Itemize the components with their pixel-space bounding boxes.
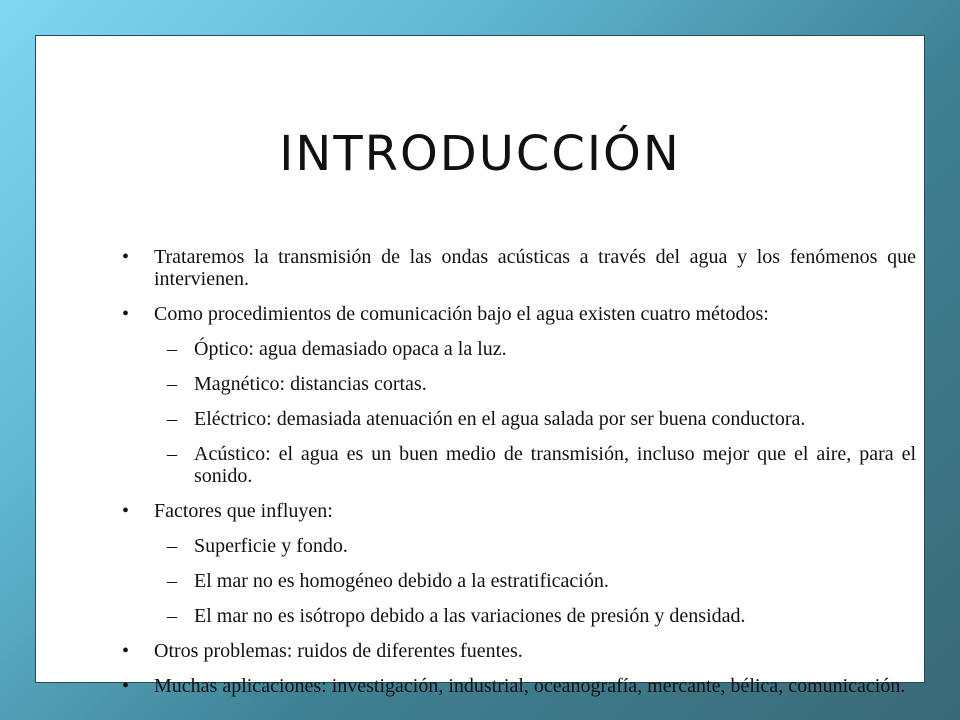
sub-item [118,373,916,395]
bullet-marker: • [122,303,130,325]
sub-item [118,443,916,487]
sub-item-text: El mar no es homogéneo debido a la estratificación. [194,570,609,592]
bullet-marker: • [122,675,130,697]
bullet-marker: • [122,640,130,662]
bullet-text: Trataremos la transmisión de las ondas acústicas a través del agua y los fenómenos que intervienen. [154,246,916,290]
dash-marker: – [167,338,177,360]
sub-item [118,338,916,360]
bullet-marker: • [122,246,130,268]
bullet-item [118,246,916,290]
bullet-text: Otros problemas: ruidos de diferentes fuentes. [154,640,523,662]
sub-item [118,570,916,592]
dash-marker: – [167,373,177,395]
bullet-item [118,500,916,522]
bullet-text: Como procedimientos de comunicación bajo el agua existen cuatro métodos: [154,303,769,325]
sub-item-text: Magnético: distancias cortas. [194,373,427,395]
slide-title: INTRODUCCIÓN [279,126,681,182]
sub-item [118,535,916,557]
bullet-item [118,675,916,697]
dash-marker: – [167,605,177,627]
dash-marker: – [167,443,177,465]
bullet-text: Muchas aplicaciones: investigación, industrial, oceanografía, mercante, bélica, comunicación. [154,675,906,697]
bullet-marker: • [122,500,130,522]
sub-item [118,605,916,627]
dash-marker: – [167,535,177,557]
bullet-item [118,303,916,325]
sub-item-text: Superficie y fondo. [194,535,348,557]
dash-marker: – [167,570,177,592]
sub-item [118,408,916,430]
sub-item-text: Eléctrico: demasiada atenuación en el agua salada por ser buena conductora. [194,408,806,430]
slide-content [118,246,916,710]
sub-item-text: Acústico: el agua es un buen medio de transmisión, incluso mejor que el aire, para el sonido. [194,443,916,487]
dash-marker: – [167,408,177,430]
sub-item-text: El mar no es isótropo debido a las variaciones de presión y densidad. [194,605,746,627]
sub-item-text: Óptico: agua demasiado opaca a la luz. [194,338,507,360]
bullet-text: Factores que influyen: [154,500,333,522]
slide-panel [35,35,925,697]
bullet-item [118,640,916,662]
